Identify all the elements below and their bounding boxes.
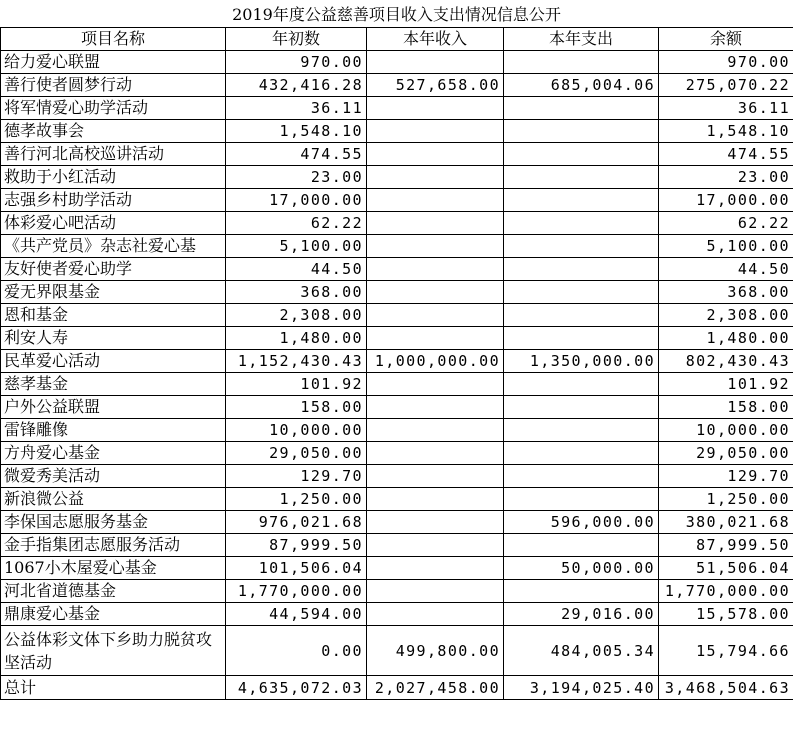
cell-annual-expense[interactable]: 596,000.00 — [504, 511, 659, 534]
cell-balance[interactable]: 62.22 — [659, 212, 793, 235]
cell-annual-income[interactable] — [367, 488, 504, 511]
cell-annual-income[interactable] — [367, 235, 504, 258]
cell-project-name[interactable]: 雷锋雕像 — [1, 419, 226, 442]
table-row — [1, 557, 793, 580]
cell-annual-expense[interactable] — [504, 580, 659, 603]
cell-annual-income[interactable] — [367, 396, 504, 419]
cell-annual-income[interactable] — [367, 327, 504, 350]
table-row — [1, 143, 793, 166]
cell-annual-income[interactable] — [367, 51, 504, 74]
table-row — [1, 534, 793, 557]
total-cell-project-name[interactable]: 总计 — [1, 676, 226, 700]
cell-annual-expense[interactable] — [504, 97, 659, 120]
cell-annual-expense[interactable] — [504, 166, 659, 189]
cell-project-name[interactable]: 志强乡村助学活动 — [1, 189, 226, 212]
cell-annual-expense[interactable] — [504, 419, 659, 442]
cell-project-name[interactable]: 方舟爱心基金 — [1, 442, 226, 465]
cell-beginning-amount[interactable]: 36.11 — [226, 97, 367, 120]
cell-annual-income[interactable] — [367, 120, 504, 143]
header-row — [1, 28, 793, 51]
cell-project-name[interactable]: 救助于小红活动 — [1, 166, 226, 189]
cell-project-name[interactable]: 德孝故事会 — [1, 120, 226, 143]
table-row — [1, 189, 793, 212]
cell-project-name[interactable]: 新浪微公益 — [1, 488, 226, 511]
total-cell-annual-income[interactable]: 2,027,458.00 — [367, 676, 504, 700]
cell-balance[interactable]: 5,100.00 — [659, 235, 793, 258]
cell-annual-income[interactable]: 499,800.00 — [367, 626, 504, 676]
cell-balance[interactable]: 275,070.22 — [659, 74, 793, 97]
cell-beginning-amount[interactable]: 2,308.00 — [226, 304, 367, 327]
cell-beginning-amount[interactable]: 976,021.68 — [226, 511, 367, 534]
cell-balance[interactable]: 87,999.50 — [659, 534, 793, 557]
cell-project-name[interactable]: 鼎康爱心基金 — [1, 603, 226, 626]
cell-beginning-amount[interactable]: 1,548.10 — [226, 120, 367, 143]
cell-balance[interactable]: 44.50 — [659, 258, 793, 281]
table-row — [1, 281, 793, 304]
cell-beginning-amount[interactable]: 10,000.00 — [226, 419, 367, 442]
cell-balance[interactable]: 36.11 — [659, 97, 793, 120]
cell-project-name[interactable]: 给力爱心联盟 — [1, 51, 226, 74]
cell-beginning-amount[interactable]: 17,000.00 — [226, 189, 367, 212]
table-row — [1, 373, 793, 396]
cell-balance[interactable]: 51,506.04 — [659, 557, 793, 580]
cell-annual-expense[interactable]: 1,350,000.00 — [504, 350, 659, 373]
cell-annual-income[interactable] — [367, 97, 504, 120]
cell-balance[interactable]: 10,000.00 — [659, 419, 793, 442]
cell-annual-expense[interactable]: 50,000.00 — [504, 557, 659, 580]
cell-annual-income[interactable] — [367, 511, 504, 534]
cell-project-name[interactable]: 爱无界限基金 — [1, 281, 226, 304]
cell-balance[interactable]: 1,548.10 — [659, 120, 793, 143]
table-row — [1, 258, 793, 281]
cell-beginning-amount[interactable]: 0.00 — [226, 626, 367, 676]
total-cell-balance[interactable]: 3,468,504.63 — [659, 676, 793, 700]
cell-beginning-amount[interactable]: 23.00 — [226, 166, 367, 189]
cell-annual-income[interactable] — [367, 534, 504, 557]
cell-balance[interactable]: 368.00 — [659, 281, 793, 304]
cell-annual-expense[interactable]: 484,005.34 — [504, 626, 659, 676]
cell-beginning-amount[interactable]: 62.22 — [226, 212, 367, 235]
table-row — [1, 419, 793, 442]
cell-annual-expense[interactable] — [504, 534, 659, 557]
cell-beginning-amount[interactable]: 1,480.00 — [226, 327, 367, 350]
cell-balance[interactable]: 15,794.66 — [659, 626, 793, 676]
cell-annual-income[interactable] — [367, 557, 504, 580]
table-row — [1, 465, 793, 488]
cell-beginning-amount[interactable]: 474.55 — [226, 143, 367, 166]
cell-beginning-amount[interactable]: 368.00 — [226, 281, 367, 304]
cell-project-name[interactable]: 民革爱心活动 — [1, 350, 226, 373]
header-annual-income[interactable]: 本年收入 — [367, 28, 504, 51]
cell-balance[interactable]: 802,430.43 — [659, 350, 793, 373]
table-row — [1, 74, 793, 97]
cell-beginning-amount[interactable]: 101,506.04 — [226, 557, 367, 580]
cell-annual-income[interactable]: 527,658.00 — [367, 74, 504, 97]
cell-balance[interactable]: 17,000.00 — [659, 189, 793, 212]
cell-balance[interactable]: 1,250.00 — [659, 488, 793, 511]
table-row — [1, 212, 793, 235]
cell-project-name[interactable]: 友好使者爱心助学 — [1, 258, 226, 281]
sheet-title: 2019年度公益慈善项目收入支出情况信息公开 — [232, 5, 561, 24]
cell-annual-income[interactable] — [367, 281, 504, 304]
cell-balance[interactable]: 1,480.00 — [659, 327, 793, 350]
cell-project-name[interactable]: 金手指集团志愿服务活动 — [1, 534, 226, 557]
table-row — [1, 51, 793, 74]
cell-beginning-amount[interactable]: 101.92 — [226, 373, 367, 396]
cell-project-name[interactable]: 微爱秀美活动 — [1, 465, 226, 488]
cell-balance[interactable]: 15,578.00 — [659, 603, 793, 626]
cell-beginning-amount[interactable]: 87,999.50 — [226, 534, 367, 557]
cell-balance[interactable]: 129.70 — [659, 465, 793, 488]
cell-annual-expense[interactable]: 29,016.00 — [504, 603, 659, 626]
cell-annual-income[interactable] — [367, 304, 504, 327]
header-balance[interactable]: 余额 — [659, 28, 793, 51]
table-row — [1, 603, 793, 626]
cell-project-name[interactable]: 《共产党员》杂志社爱心基 — [1, 235, 226, 258]
table-row — [1, 327, 793, 350]
cell-annual-income[interactable] — [367, 373, 504, 396]
cell-annual-expense[interactable] — [504, 143, 659, 166]
cell-annual-expense[interactable] — [504, 258, 659, 281]
cell-annual-income[interactable] — [367, 258, 504, 281]
table-row — [1, 304, 793, 327]
cell-annual-expense[interactable] — [504, 189, 659, 212]
cell-balance[interactable]: 158.00 — [659, 396, 793, 419]
cell-project-name[interactable]: 李保国志愿服务基金 — [1, 511, 226, 534]
table-row — [1, 350, 793, 373]
cell-annual-income[interactable] — [367, 143, 504, 166]
table-row — [1, 511, 793, 534]
table-row — [1, 166, 793, 189]
cell-beginning-amount[interactable]: 158.00 — [226, 396, 367, 419]
cell-beginning-amount[interactable]: 5,100.00 — [226, 235, 367, 258]
table-row — [1, 235, 793, 258]
table-row — [1, 580, 793, 603]
cell-annual-income[interactable] — [367, 603, 504, 626]
total-row — [1, 676, 793, 700]
cell-annual-income[interactable] — [367, 212, 504, 235]
cell-annual-expense[interactable] — [504, 373, 659, 396]
cell-project-name[interactable]: 公益体彩文体下乡助力脱贫攻坚活动 — [1, 626, 226, 676]
table-row — [1, 626, 793, 676]
cell-annual-expense[interactable] — [504, 212, 659, 235]
cell-annual-expense[interactable] — [504, 281, 659, 304]
cell-annual-expense[interactable] — [504, 51, 659, 74]
finance-table — [0, 27, 793, 700]
cell-project-name[interactable]: 善行使者圆梦行动 — [1, 74, 226, 97]
table-row — [1, 396, 793, 419]
cell-beginning-amount[interactable]: 44,594.00 — [226, 603, 367, 626]
cell-annual-expense[interactable] — [504, 120, 659, 143]
cell-beginning-amount[interactable]: 44.50 — [226, 258, 367, 281]
cell-beginning-amount[interactable]: 1,770,000.00 — [226, 580, 367, 603]
table-row — [1, 488, 793, 511]
cell-project-name[interactable]: 户外公益联盟 — [1, 396, 226, 419]
cell-balance[interactable]: 474.55 — [659, 143, 793, 166]
cell-project-name[interactable]: 体彩爱心吧活动 — [1, 212, 226, 235]
cell-project-name[interactable]: 河北省道德基金 — [1, 580, 226, 603]
cell-annual-expense[interactable] — [504, 488, 659, 511]
cell-annual-income[interactable]: 1,000,000.00 — [367, 350, 504, 373]
cell-beginning-amount[interactable]: 1,152,430.43 — [226, 350, 367, 373]
cell-project-name[interactable]: 善行河北高校巡讲活动 — [1, 143, 226, 166]
table-row — [1, 442, 793, 465]
cell-annual-expense[interactable] — [504, 442, 659, 465]
table-row — [1, 97, 793, 120]
header-project-name[interactable]: 项目名称 — [1, 28, 226, 51]
cell-annual-expense[interactable] — [504, 396, 659, 419]
cell-annual-income[interactable] — [367, 580, 504, 603]
cell-beginning-amount[interactable]: 29,050.00 — [226, 442, 367, 465]
header-beginning-amount[interactable]: 年初数 — [226, 28, 367, 51]
cell-annual-expense[interactable]: 685,004.06 — [504, 74, 659, 97]
header-annual-expense[interactable]: 本年支出 — [504, 28, 659, 51]
cell-beginning-amount[interactable]: 970.00 — [226, 51, 367, 74]
cell-project-name[interactable]: 1067小木屋爱心基金 — [1, 557, 226, 580]
cell-annual-expense[interactable] — [504, 465, 659, 488]
cell-annual-income[interactable] — [367, 189, 504, 212]
cell-beginning-amount[interactable]: 432,416.28 — [226, 74, 367, 97]
cell-balance[interactable]: 101.92 — [659, 373, 793, 396]
cell-balance[interactable]: 1,770,000.00 — [659, 580, 793, 603]
cell-annual-expense[interactable] — [504, 327, 659, 350]
cell-project-name[interactable]: 利安人寿 — [1, 327, 226, 350]
cell-annual-income[interactable] — [367, 419, 504, 442]
cell-project-name[interactable]: 恩和基金 — [1, 304, 226, 327]
cell-balance[interactable]: 29,050.00 — [659, 442, 793, 465]
cell-beginning-amount[interactable]: 1,250.00 — [226, 488, 367, 511]
cell-balance[interactable]: 2,308.00 — [659, 304, 793, 327]
cell-project-name[interactable]: 将军情爱心助学活动 — [1, 97, 226, 120]
total-cell-annual-expense[interactable]: 3,194,025.40 — [504, 676, 659, 700]
cell-annual-expense[interactable] — [504, 235, 659, 258]
table-row — [1, 120, 793, 143]
cell-project-name[interactable]: 慈孝基金 — [1, 373, 226, 396]
cell-annual-income[interactable] — [367, 166, 504, 189]
cell-annual-income[interactable] — [367, 442, 504, 465]
cell-beginning-amount[interactable]: 129.70 — [226, 465, 367, 488]
cell-balance[interactable]: 23.00 — [659, 166, 793, 189]
cell-annual-expense[interactable] — [504, 304, 659, 327]
total-cell-beginning-amount[interactable]: 4,635,072.03 — [226, 676, 367, 700]
cell-balance[interactable]: 380,021.68 — [659, 511, 793, 534]
cell-balance[interactable]: 970.00 — [659, 51, 793, 74]
cell-annual-income[interactable] — [367, 465, 504, 488]
